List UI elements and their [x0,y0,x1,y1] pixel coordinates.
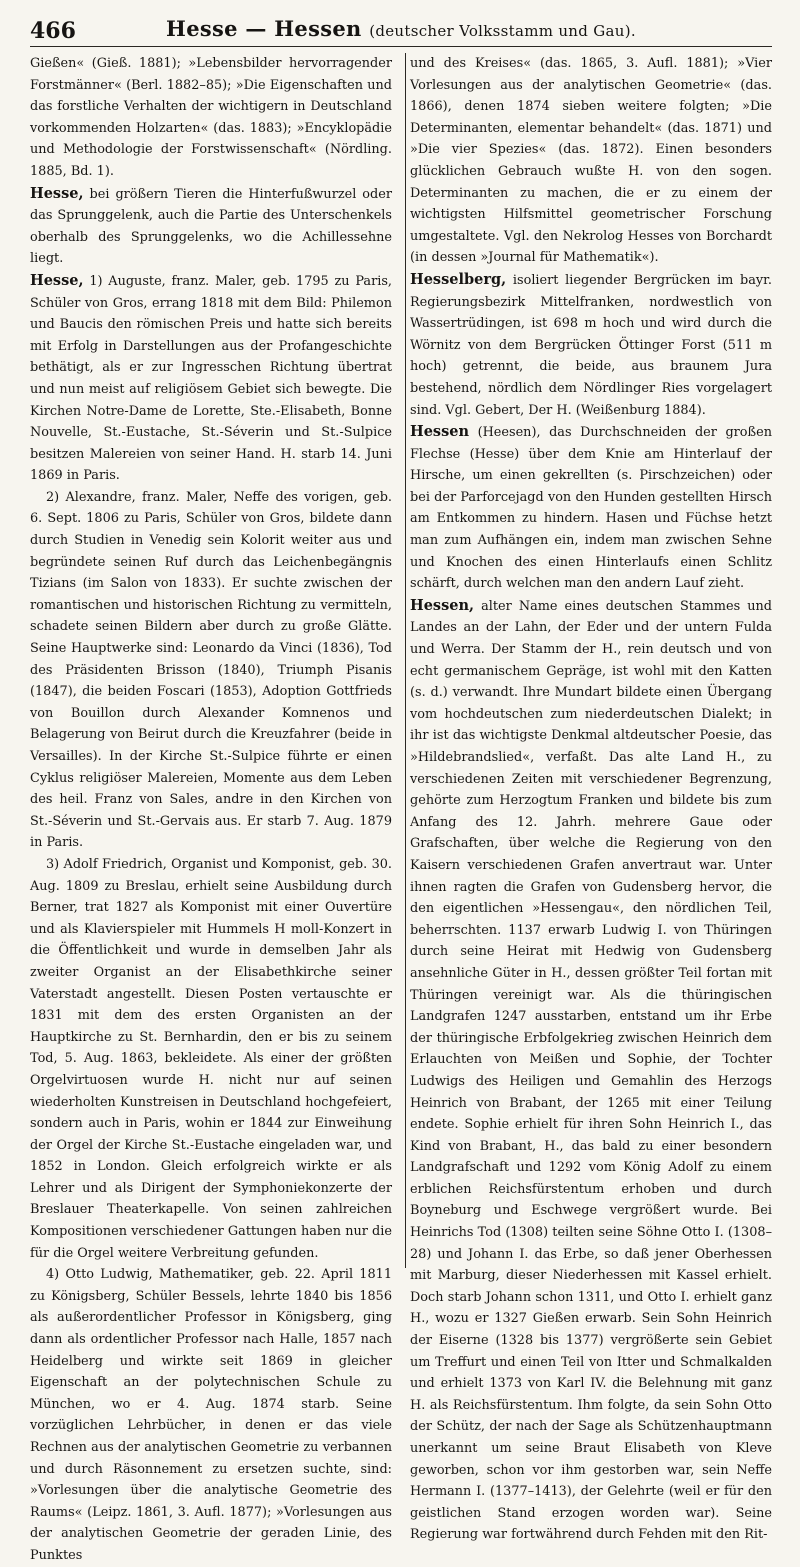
text-columns [30,53,772,1563]
page-header [30,12,772,47]
entry-continuation [410,53,772,269]
dictionary-sub-entry [30,1264,392,1566]
entry-text: 1) Auguste, franz. Maler, geb. 1795 zu Paris, Schüler von Gros, errang 1818 mit dem Bild: Philemon und Baucis den römischen Preis und hatte sich bereits mit Erfolg in Darstellungen aus der Profangeschichte bethätigt, als er zur Ingresschen Richtung übertrat und nun meist auf religiösem Gebiet sich bewegte. Die Kirchen Notre-Dame de Lorette, Ste.-Elisabeth, Bonne Nouvelle, St.-Eustache, St.-Séverin und St.-Sulpice besitzen Malereien von seiner Hand. H. starb 14. Juni 1869 in Paris. [30,273,392,484]
entry-lemma: Hessen, [410,596,475,614]
entry-text: und des Kreises« (das. 1865, 3. Aufl. 1881); »Vier Vorlesungen aus der analytischen Geometrie« (das. 1866), denen 1874 sieben weitere folgten; »Die Determinanten, elementar behandelt« (das. 1871) und »Die vier Spezies« (das. 1872). Einen besonders glücklichen Gebrauch wußte H. von den sogen. Determinanten zu machen, die er zu einem der wichtigsten Hilfsmittel geometrischer Forschung umgestaltete. Vgl. den Nekrolog Hesses von Borchardt (in dessen »Journal für Mathematik«). [410,56,772,266]
entry-text: 3) Adolf Friedrich, Organist und Komponist, geb. 30. Aug. 1809 zu Breslau, erhielt seine Ausbildung durch Berner, trat 1827 als Komponist mit einer Ouvertüre und als Klavierspieler mit Hummels H moll-Konzert in die Öffentlichkeit und wurde in demselben Jahr als zweiter Organist an der Elisabethkirche seiner Vaterstadt angestellt. Diesen Posten vertauschte er 1831 mit dem des ersten Organisten an der Hauptkirche zu St. Bernhardin, den er bis zu seinem Tod, 5. Aug. 1863, bekleidete. Als einer der größten Orgelvirtuosen wurde H. nicht nur auf seinen wiederholten Kunstreisen in Deutschland hochgefeiert, sondern auch in Paris, wohin er 1844 zur Einweihung der Orgel der Kirche St.-Eustache eingeladen war, und 1852 in London. Gleich erfolgreich wirkte er als Lehrer und als Dirigent der Symphoniekonzerte der Breslauer Theaterkapelle. Von seinen zahlreichen Kompositionen verschiedener Gattungen haben nur die für die Orgel weitere Verbreitung gefunden. [30,856,392,1261]
dictionary-sub-entry [30,487,392,854]
left-column [30,53,396,1563]
right-column [405,53,772,1543]
running-title [30,16,772,41]
dictionary-entry [410,421,772,595]
entry-lemma: Hesse, [30,184,84,202]
entry-text: 2) Alexandre, franz. Maler, Neffe des vorigen, geb. 6. Sept. 1806 zu Paris, Schüler von Gros, bildete dann durch Studien in Venedig sein Kolorit weiter aus und begründete seinen Ruf durch das Leichenbegängnis Tizians (im Salon von 1833). Er suchte zwischen der romantischen und historischen Richtung zu vermitteln, schadete seinen Bildern aber durch zu große Glätte. Seine Hauptwerke sind: Leonardo da Vinci (1836), Tod des Präsidenten Brisson (1840), Triumph Pisanis (1847), die beiden Foscari (1853), Adoption Gottfrieds von Bouillon durch Alexander Komnenos und Belagerung von Beirut durch die Kreuzfahrer (beide in Versailles). In der Kirche St.-Sulpice führte er einen Cyklus religiöser Malereien, Momente aus dem Leben des heil. Franz von Sales, andre in den Kirchen von St.-Séverin und St.-Gervais aus. Er starb 7. Aug. 1879 in Paris. [30,489,392,851]
dictionary-entry [30,183,392,270]
running-title-main: Hesse — Hessen [166,16,362,41]
entry-text: isoliert liegender Bergrücken im bayr. Regierungsbezirk Mittelfranken, nordwestlich von Wassertrüdingen, ist 698 m hoch und wird durch die Wörnitz von dem Bergrücken Öttinger Forst (511 m hoch) getrennt, die beide, aus braunem Jura bestehend, nördlich dem Nördlinger Ries vorgelagert sind. Vgl. Gebert, Der H. (Weißenburg 1884). [410,272,772,418]
entry-text: Gießen« (Gieß. 1881); »Lebensbilder hervorragender Forstmänner« (Berl. 1882–85); »Die Eigenschaften und das forstliche Verhalten der wichtigern in Deutschland vorkommenden Holzarten« (das. 1883); »Encyklopädie und Methodologie der Forstwissenschaft« (Nördling. 1885, Bd. 1). [30,56,392,179]
page-number: 466 [30,18,76,44]
dictionary-entry [30,270,392,487]
entry-lemma: Hessen [410,423,470,441]
entry-lemma: Hesselberg, [410,270,507,288]
entry-lemma: Hesse, [30,271,84,289]
entry-text: alter Name eines deutschen Stammes und Landes an der Lahn, der Eder und der untern Fulda und Werra. Der Stamm der H., rein deutsch und von echt germanischem Gepräge, ist wohl mit den Katten (s. d.) verwandt. Ihre Mundart bildete einen Übergang vom hochdeutschen zum niederdeutschen Dialekt; in ihr ist das wichtigste Denkmal altdeutscher Poesie, das »Hildebrandslied«, verfaßt. Das alte Land H., zu verschiedenen Zeiten mit verschiedener Begrenzung, gehörte zum Herzogtum Franken und bildete bis zum Anfang des 12. Jahrh. mehrere Gaue oder Grafschaften, über welche die Regierung von den Kaisern verschiedenen Grafen anvertraut war. Unter ihnen ragten die Grafen von Gudensberg hervor, die den eigentlichen »Hessengau«, den nördlichen Teil, beherrschten. 1137 erwarb Ludwig I. von Thüringen durch seine Heirat mit Hedwig von Gudensberg ansehnliche Güter in H., dessen größter Teil fortan mit Thüringen vereinigt war. Als die thüringischen Landgrafen 1247 ausstarben, entstand um ihr Erbe der thüringische Erbfolgekrieg zwischen Heinrich dem Erlauchten von Meißen und Sophie, der Tochter Ludwigs des Heiligen und Gemahlin des Herzogs Heinrich von Brabant, der 1265 mit einer Teilung endete. Sophie erhielt für ihren Sohn Heinrich I., das Kind von Brabant, H., das bald zu einer besondern Landgrafschaft und 1292 vom König Adolf zu einem erblichen Reichsfürstentum erhoben und durch Boyneburg und Eschwege vergrößert wurde. Bei Heinrichs Tod (1308) teilten seine Söhne Otto I. (1308–28) und Johann I. das Erbe, so daß jener Oberhessen mit Marburg, dieser Niederhessen mit Kassel erhielt. Doch starb Johann schon 1311, und Otto I. erhielt ganz H., wozu er 1327 Gießen erwarb. Sein Sohn Heinrich der Eiserne (1328 bis 1377) vergrößerte sein Gebiet um Treffurt und einen Teil von Itter und Schmalkalden und erhielt 1373 von Karl IV. die Belehnung mit ganz H. als Reichsfürstentum. Ihm folgte, da sein Sohn Otto der Schütz, der nach der Sage als Schützenhauptmann unerkannt um seine Braut Elisabeth von Kleve geworben, schon vor ihm gestorben war, sein Neffe Hermann I. (1377–1413), der Gelehrte (weil er für den geistlichen Stand erzogen worden war). Seine Regierung war fortwährend durch Fehden mit den Rit- [410,598,772,1543]
entry-text: (Heesen), das Durchschneiden der großen Flechse (Hesse) über dem Knie am Hinterlauf der Hirsche, um einen gekrellten (s. Pirschzeichen) oder bei der Parforcejagd von den Hunden gestellten Hirsch am Entkommen zu hindern. Hasen und Füchse hetzt man zum Aufhängen ein, indem man zwischen Sehne und Knochen des einen Hinterlaufs einen Schlitz schärft, durch welchen man den andern Lauf zieht. [410,425,772,592]
entry-text: 4) Otto Ludwig, Mathematiker, geb. 22. April 1811 zu Königsberg, Schüler Bessels, lehrte 1840 bis 1856 als außerordentlicher Professor in Königsberg, ging dann als ordentlicher Professor nach Halle, 1857 nach Heidelberg und wirkte seit 1869 in gleicher Eigenschaft an der polytechnischen Schule zu München, wo er 4. Aug. 1874 starb. Seine vorzüglichen Lehrbücher, in denen er das viele Rechnen aus der analytischen Geometrie zu verbannen und durch Räsonnement zu ersetzen suchte, sind: »Vorlesungen über die analytische Geometrie des Raums« (Leipz. 1861, 3. Aufl. 1877); »Vorlesungen aus der analytischen Geometrie der geraden Linie, des Punktes [30,1267,392,1563]
entry-text: bei größern Tieren die Hinterfußwurzel oder das Sprunggelenk, auch die Partie des Unterschenkels oberhalb des Sprunggelenks, wo die Achillessehne liegt. [30,186,392,267]
dictionary-sub-entry [30,854,392,1264]
entry-continuation [30,53,392,183]
dictionary-entry [410,269,772,421]
running-title-subtitle: (deutscher Volksstamm und Gau). [369,22,636,40]
dictionary-entry [410,595,772,1546]
